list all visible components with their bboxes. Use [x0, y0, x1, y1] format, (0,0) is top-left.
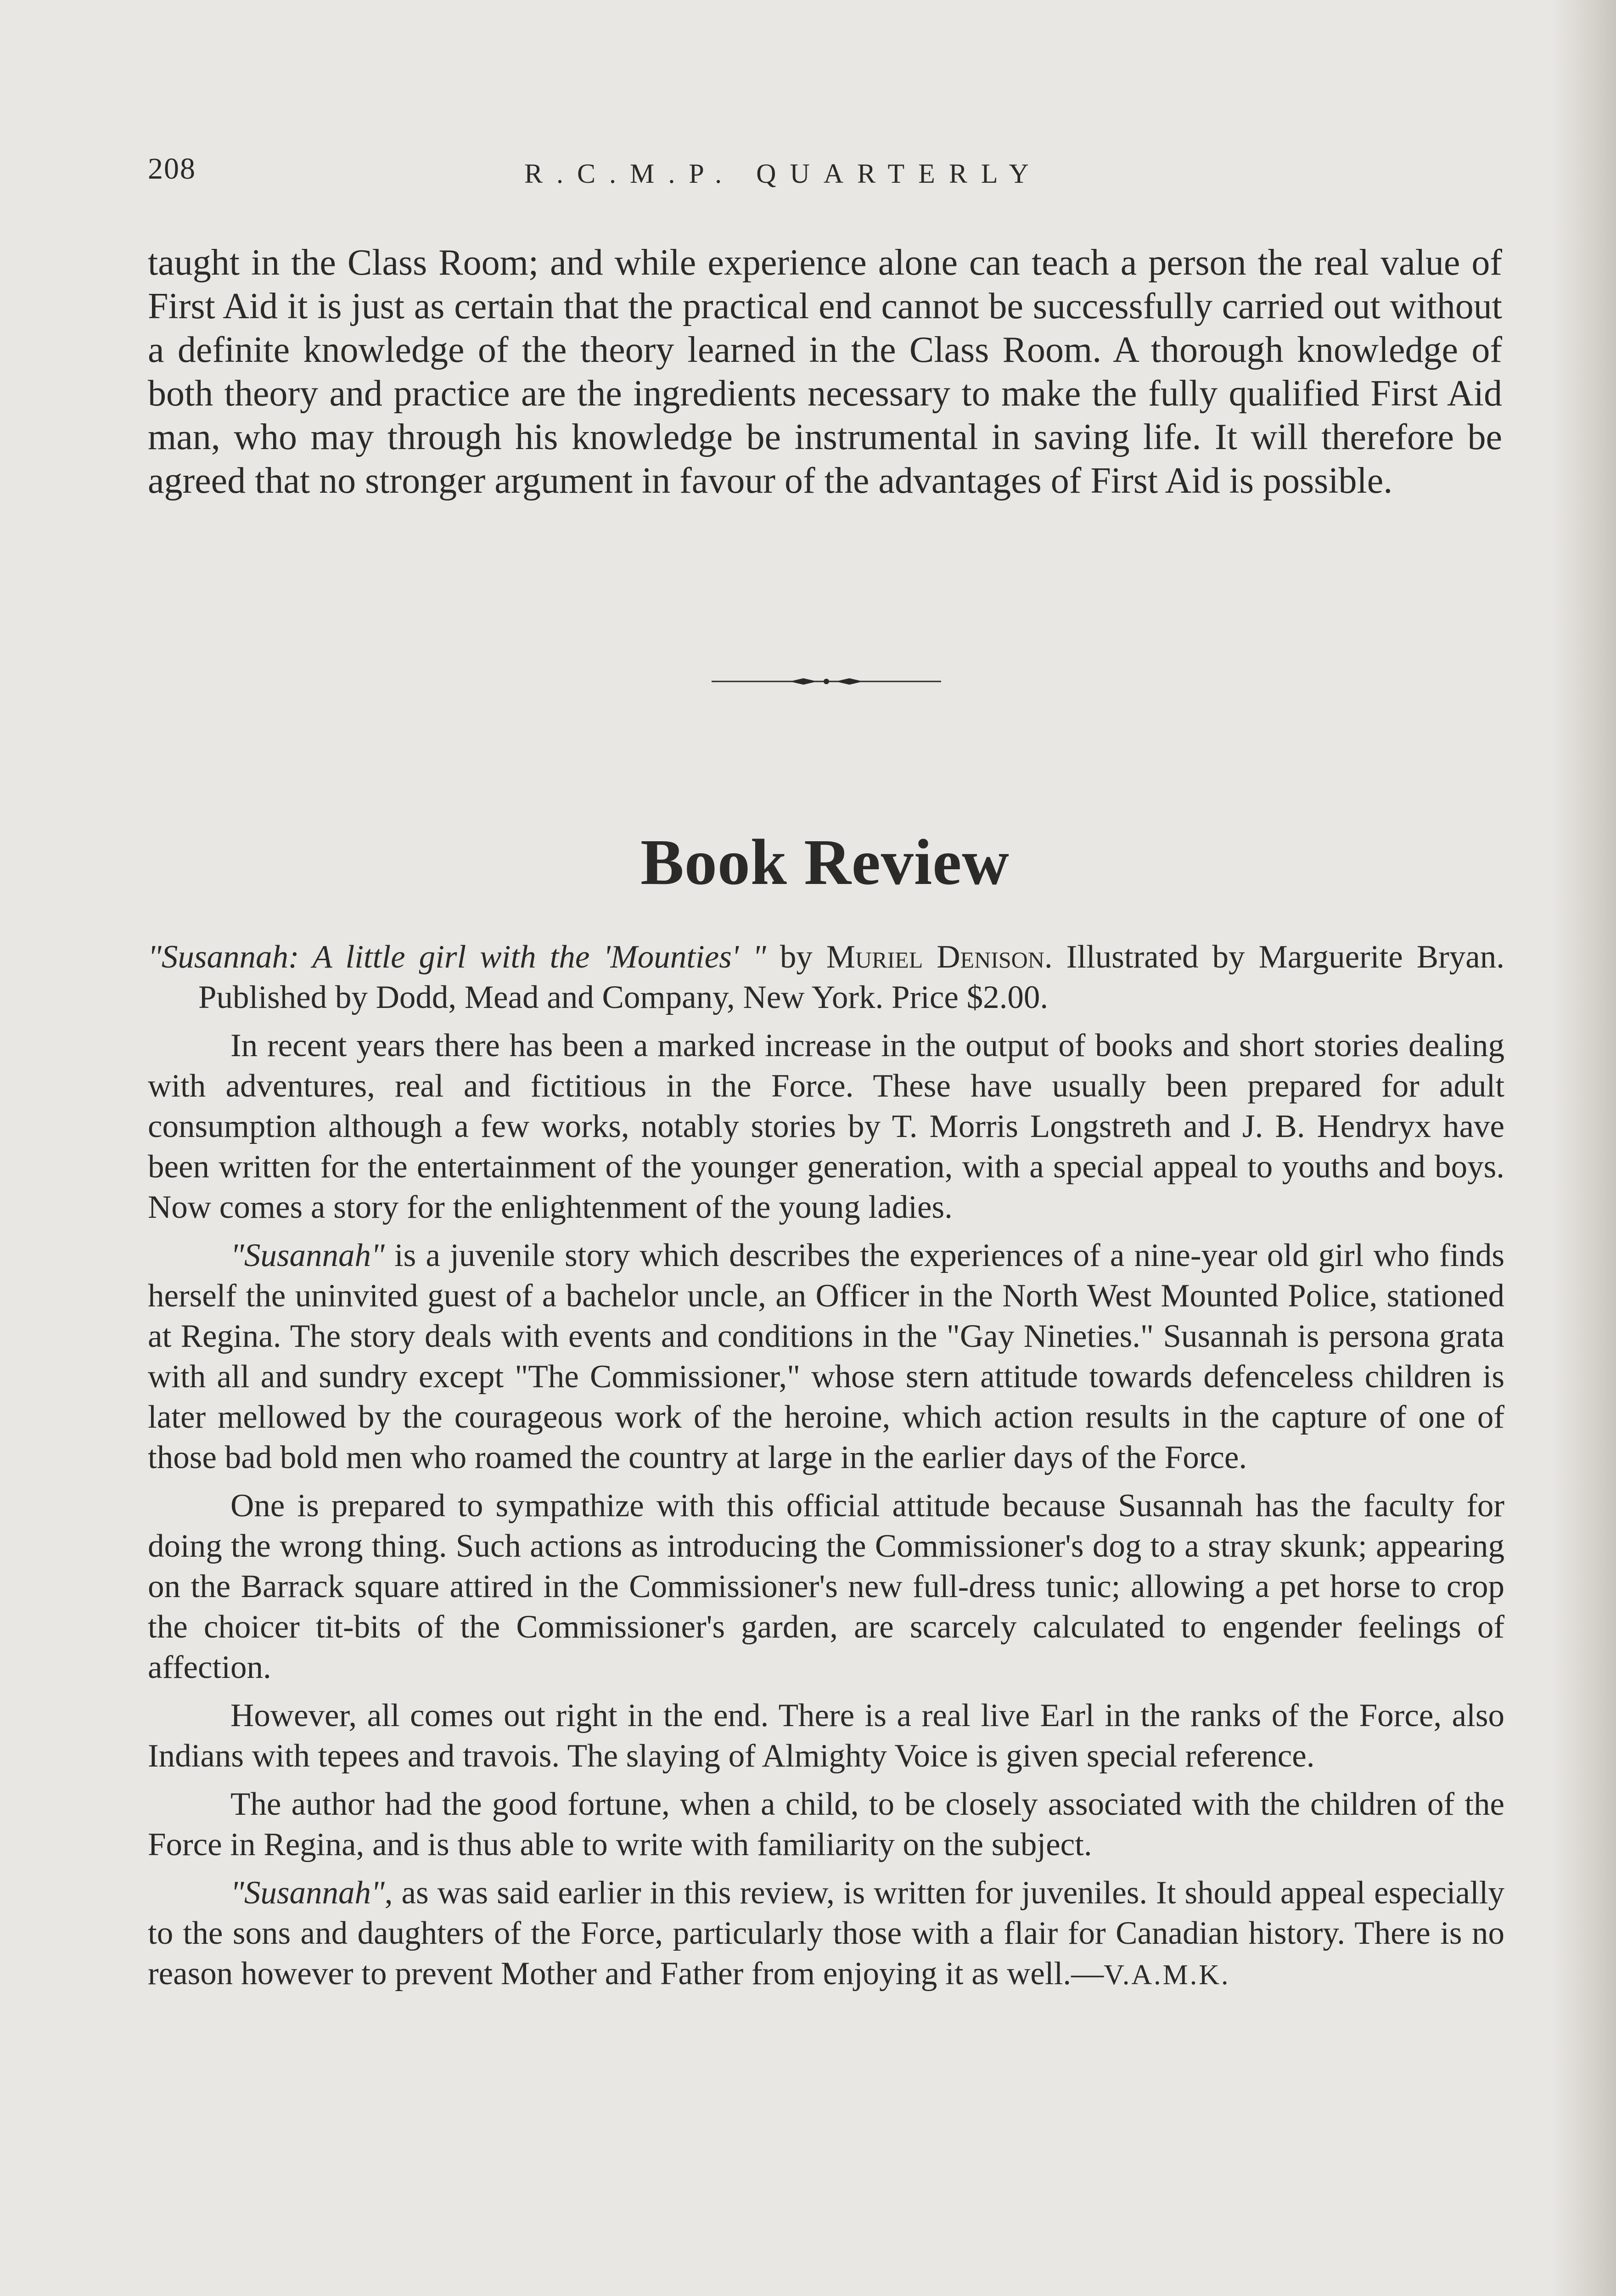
citation-details: Illustrated by Marguerite Bryan. Published by Dodd, Mead and Company, New York. Price $2.00. [198, 939, 1505, 1015]
review-paragraph-1: In recent years there has been a marked increase in the output of books and short stories dealing with adventures, real and fictitious in the Force. These have usually been prepared for adult consumption although a few works, notably stories by T. Morris Longstreth and J. B. Hendryx have been written for the entertainment of the younger generation, with a special appeal to youths and boys. Now comes a story for the enlightenment of the young ladies. [148, 1028, 1504, 1225]
book-title: "Susannah: A little girl with the 'Mounties' " [148, 939, 766, 975]
intro-text-block [148, 241, 1502, 503]
page-header [148, 152, 1507, 193]
page-number: 208 [148, 152, 196, 186]
book-author: Muriel Denison. [826, 939, 1053, 975]
review-paragraph-4: However, all comes out right in the end. There is a real live Earl in the ranks of the Force, also Indians with tepees and travois. The slaying of Almighty Voice is given special reference. [148, 1698, 1504, 1774]
book-title-inline: "Susannah" [230, 1875, 385, 1911]
review-paragraph-2 [148, 1235, 1504, 1478]
review-paragraph-3: One is prepared to sympathize with this official attitude because Susannah has the faculty for doing the wrong thing. Such actions as introducing the Commissioner's dog to a stray skunk; appearing on the Barrack square attired in the Commissioner's new full-dress tunic; allowing a pet horse to crop the choicer tit-bits of the Commissioner's garden, are scarcely calculated to engender feelings of affection. [148, 1488, 1504, 1685]
paragraph-2-text: is a juvenile story which describes the experiences of a nine-year old girl who finds herself the uninvited guest of a bachelor uncle, an Officer in the North West Mounted Police, stationed at Regina. The story deals with events and conditions in the "Gay Nineties." Susannah is persona grata with all and sundry except "The Commissioner," whose stern attitude towards defenceless children is later mellowed by the courageous work of the heroine, which action results in the capture of one of those bad bold men who roamed the country at large in the earlier days of the Force. [148, 1238, 1504, 1475]
paragraph-6-text: , as was said earlier in this review, is written for juveniles. It should appeal especially to the sons and daughters of the Force, particularly those with a flair for Canadian history. There is no reason however to prevent Mother and Father from enjoying it as well.— [148, 1875, 1504, 1992]
citation-by: by [766, 939, 826, 975]
review-paragraph-5: The author had the good fortune, when a child, to be closely associated with the children of the Force in Regina, and is thus able to write with familiarity on the subject. [148, 1786, 1504, 1863]
book-review-article [148, 937, 1504, 2003]
section-divider-ornament [712, 677, 941, 686]
reviewer-initials: V.A.M.K. [1104, 1959, 1230, 1991]
intro-paragraph: taught in the Class Room; and while experience alone can teach a person the real value of First Aid it is just as certain that the practical end cannot be successfully carried out without a definite knowledge of the theory learned in the Class Room. A thorough knowledge of both theory and practice are the ingredients necessary to make the fully qualified First Aid man, who may through his knowledge be instrumental in saving life. It will therefore be agreed that no stronger argument in favour of the advantages of First Aid is possible. [148, 242, 1502, 501]
review-paragraph-6 [148, 1873, 1504, 1995]
running-head: R.C.M.P. QUARTERLY [524, 158, 1043, 189]
book-title-inline: "Susannah" [230, 1238, 385, 1273]
book-citation [148, 937, 1504, 1018]
section-title: Book Review [640, 826, 1010, 898]
